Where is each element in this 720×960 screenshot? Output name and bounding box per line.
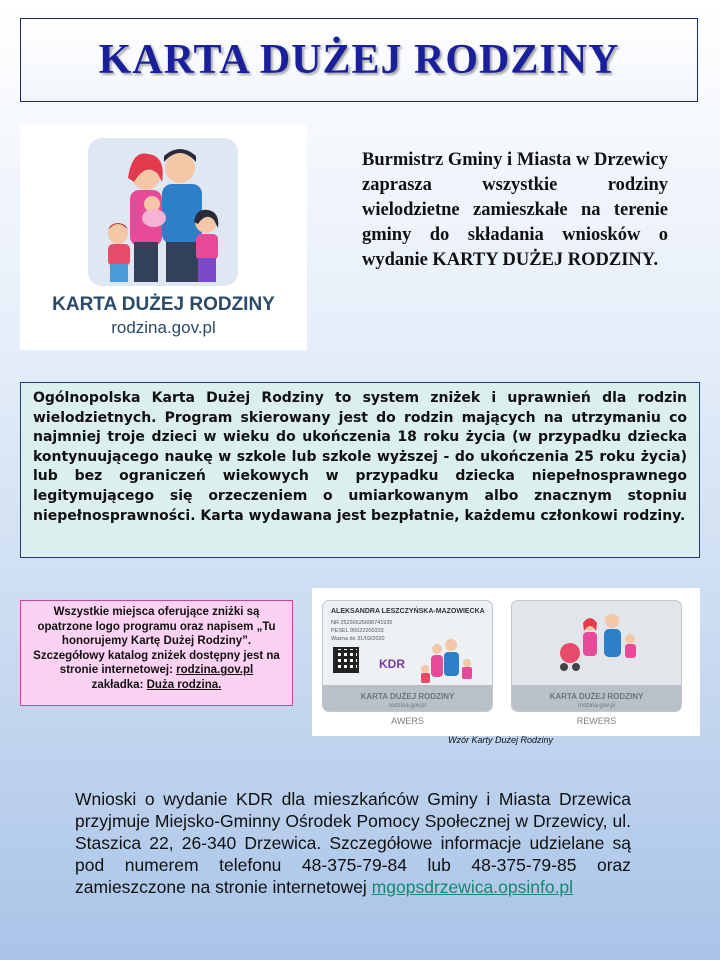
- card-number: NR 25236525698741935: [331, 620, 393, 626]
- family-stroller-icon: [550, 609, 646, 679]
- notice-line-1: Wszystkie miejsca oferujące zniżki są opatrzone logo programu oraz napisem „Tu honorujemy Kartę Dużej Rodziny”.: [37, 606, 276, 648]
- rodzina-link[interactable]: rodzina.gov.pl: [176, 664, 254, 677]
- notice-line-2-prefix: Szczegółowy katalog zniżek dostępny jest na stronie internetowej:: [33, 649, 280, 677]
- card-caption: Wzór Karty Dużej Rodziny: [448, 735, 554, 745]
- card-back-url: rodzina.gov.pl: [578, 703, 615, 709]
- card-back: [511, 600, 682, 712]
- card-front: [322, 600, 493, 712]
- description-text: Ogólnopolska Karta Dużej Rodziny to system zniżek i uprawnień dla rodzin wielodzietnych. Program skierowany jest do rodzin mających na utrzymaniu co najmniej troje dzieci w wieku do ukończenia 18 roku życia (w przypadku dziecka kontynuującego naukę w szkole lub szkole wyższej - do ukończenia 25 roku życia) lub bez ograniczeń wiekowych w przypadku dziecka niepełnosprawnego legitymującego się orzeczeniem o umiarkowanym albo znacznym stopniu niepełnosprawności. Karta wydawana jest bezpłatnie, każdemu członkowi rodziny.: [33, 390, 687, 524]
- notice-line-3: [27, 678, 286, 693]
- card-holder-name: ALEKSANDRA LESZCZYŃSKA-MAZOWIECKA: [331, 608, 485, 615]
- card-kdr-label: KDR: [379, 657, 405, 671]
- card-back-title: KARTA DUŻEJ RODZINY: [549, 692, 644, 701]
- notice-tab-prefix: zakładka:: [91, 678, 144, 691]
- card-front-title: KARTA DUŻEJ RODZINY: [360, 692, 455, 701]
- discount-notice: [20, 600, 293, 706]
- page-title: KARTA DUŻEJ RODZINY: [98, 37, 620, 83]
- awers-label: AWERS: [391, 716, 424, 726]
- logo-url: rodzina.gov.pl: [111, 318, 216, 337]
- title-box: [20, 18, 698, 102]
- family-small-icon: [415, 635, 485, 689]
- card-front-url: rodzina.gov.pl: [389, 703, 426, 709]
- qr-code-icon: [333, 647, 359, 673]
- application-info: [75, 788, 631, 898]
- duza-rodzina-link[interactable]: Duża rodzina.: [146, 678, 222, 691]
- application-info-text: Wnioski o wydanie KDR dla mieszkańców Gminy i Miasta Drzewica przyjmuje Miejsko-Gminny Ośrodek Pomocy Społecznej w Drzewicy, ul. Staszica 22, 26-340 Drzewica. Szczegółowe informacje udzielane są pod numerem telefonu 48-375-79-84 lub 48-375-79-85 oraz zamieszczone na stronie internetowej: [75, 789, 631, 897]
- kdr-logo: [20, 124, 307, 350]
- intro-text: Burmistrz Gminy i Miasta w Drzewicy zaprasza wszystkie rodziny wielodzietne zamieszkałe na terenie gminy do składania wniosków o wydanie KARTY DUŻEJ RODZINY.: [362, 150, 668, 270]
- card-pesel: PESEL 95022200333: [331, 628, 384, 634]
- logo-title: KARTA DUŻEJ RODZINY: [52, 294, 275, 315]
- card-valid: Ważna do 31/03/2020: [331, 636, 385, 642]
- description-box: [20, 382, 700, 558]
- family-illustration-icon: [88, 138, 238, 286]
- mgops-link[interactable]: mgopsdrzewica.opsinfo.pl: [371, 877, 574, 897]
- rewers-label: REWERS: [576, 716, 617, 726]
- notice-line-2: [27, 649, 286, 678]
- card-samples: [312, 588, 700, 736]
